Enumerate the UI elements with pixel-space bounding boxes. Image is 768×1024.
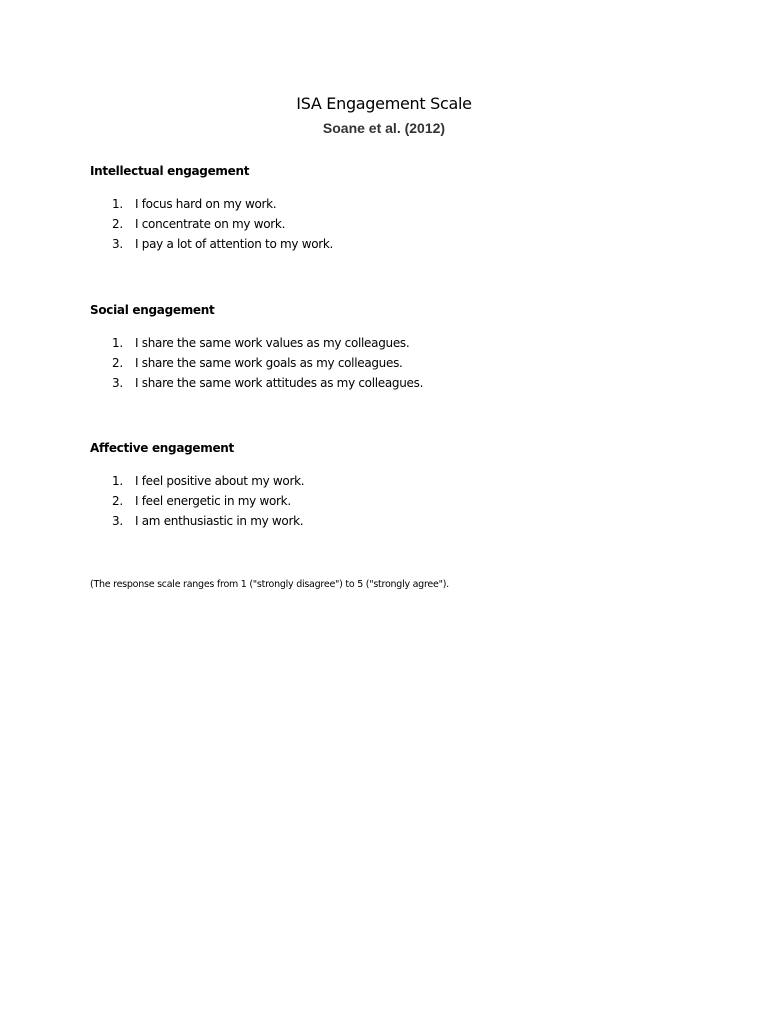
list-item (90, 214, 690, 234)
item-number: 2. (112, 217, 123, 231)
item-number: 3. (112, 237, 123, 251)
item-number: 3. (112, 376, 123, 390)
item-number: 1. (112, 336, 123, 350)
list-item (90, 471, 690, 491)
list-item (90, 333, 690, 353)
item-text: I pay a lot of attention to my work. (135, 237, 334, 251)
list-item (90, 234, 690, 254)
item-number: 1. (112, 197, 123, 211)
section-heading: Social engagement (90, 303, 215, 317)
item-text: I am enthusiastic in my work. (135, 514, 304, 528)
section-affective-engagement (90, 439, 690, 531)
item-number: 1. (112, 474, 123, 488)
list-item (90, 194, 690, 214)
section-social-engagement (90, 301, 690, 393)
item-text: I share the same work values as my colleagues. (135, 336, 410, 350)
section-heading: Affective engagement (90, 441, 234, 455)
item-text: I focus hard on my work. (135, 197, 277, 211)
response-scale-note: (The response scale ranges from 1 ("strongly disagree") to 5 ("strongly agree"). (90, 579, 449, 590)
item-text: I share the same work attitudes as my colleagues. (135, 376, 424, 390)
list-item (90, 491, 690, 511)
document-title: ISA Engagement Scale (296, 94, 472, 113)
item-number: 3. (112, 514, 123, 528)
item-text: I feel positive about my work. (135, 474, 305, 488)
section-heading: Intellectual engagement (90, 164, 250, 178)
list-item (90, 353, 690, 373)
item-list (90, 194, 690, 254)
section-intellectual-engagement (90, 162, 690, 254)
list-item (90, 373, 690, 393)
item-text: I share the same work goals as my colleagues. (135, 356, 403, 370)
item-text: I feel energetic in my work. (135, 494, 291, 508)
item-list (90, 471, 690, 531)
item-list (90, 333, 690, 393)
item-text: I concentrate on my work. (135, 217, 286, 231)
document-subtitle: Soane et al. (2012) (322, 120, 446, 136)
item-number: 2. (112, 356, 123, 370)
item-number: 2. (112, 494, 123, 508)
list-item (90, 511, 690, 531)
